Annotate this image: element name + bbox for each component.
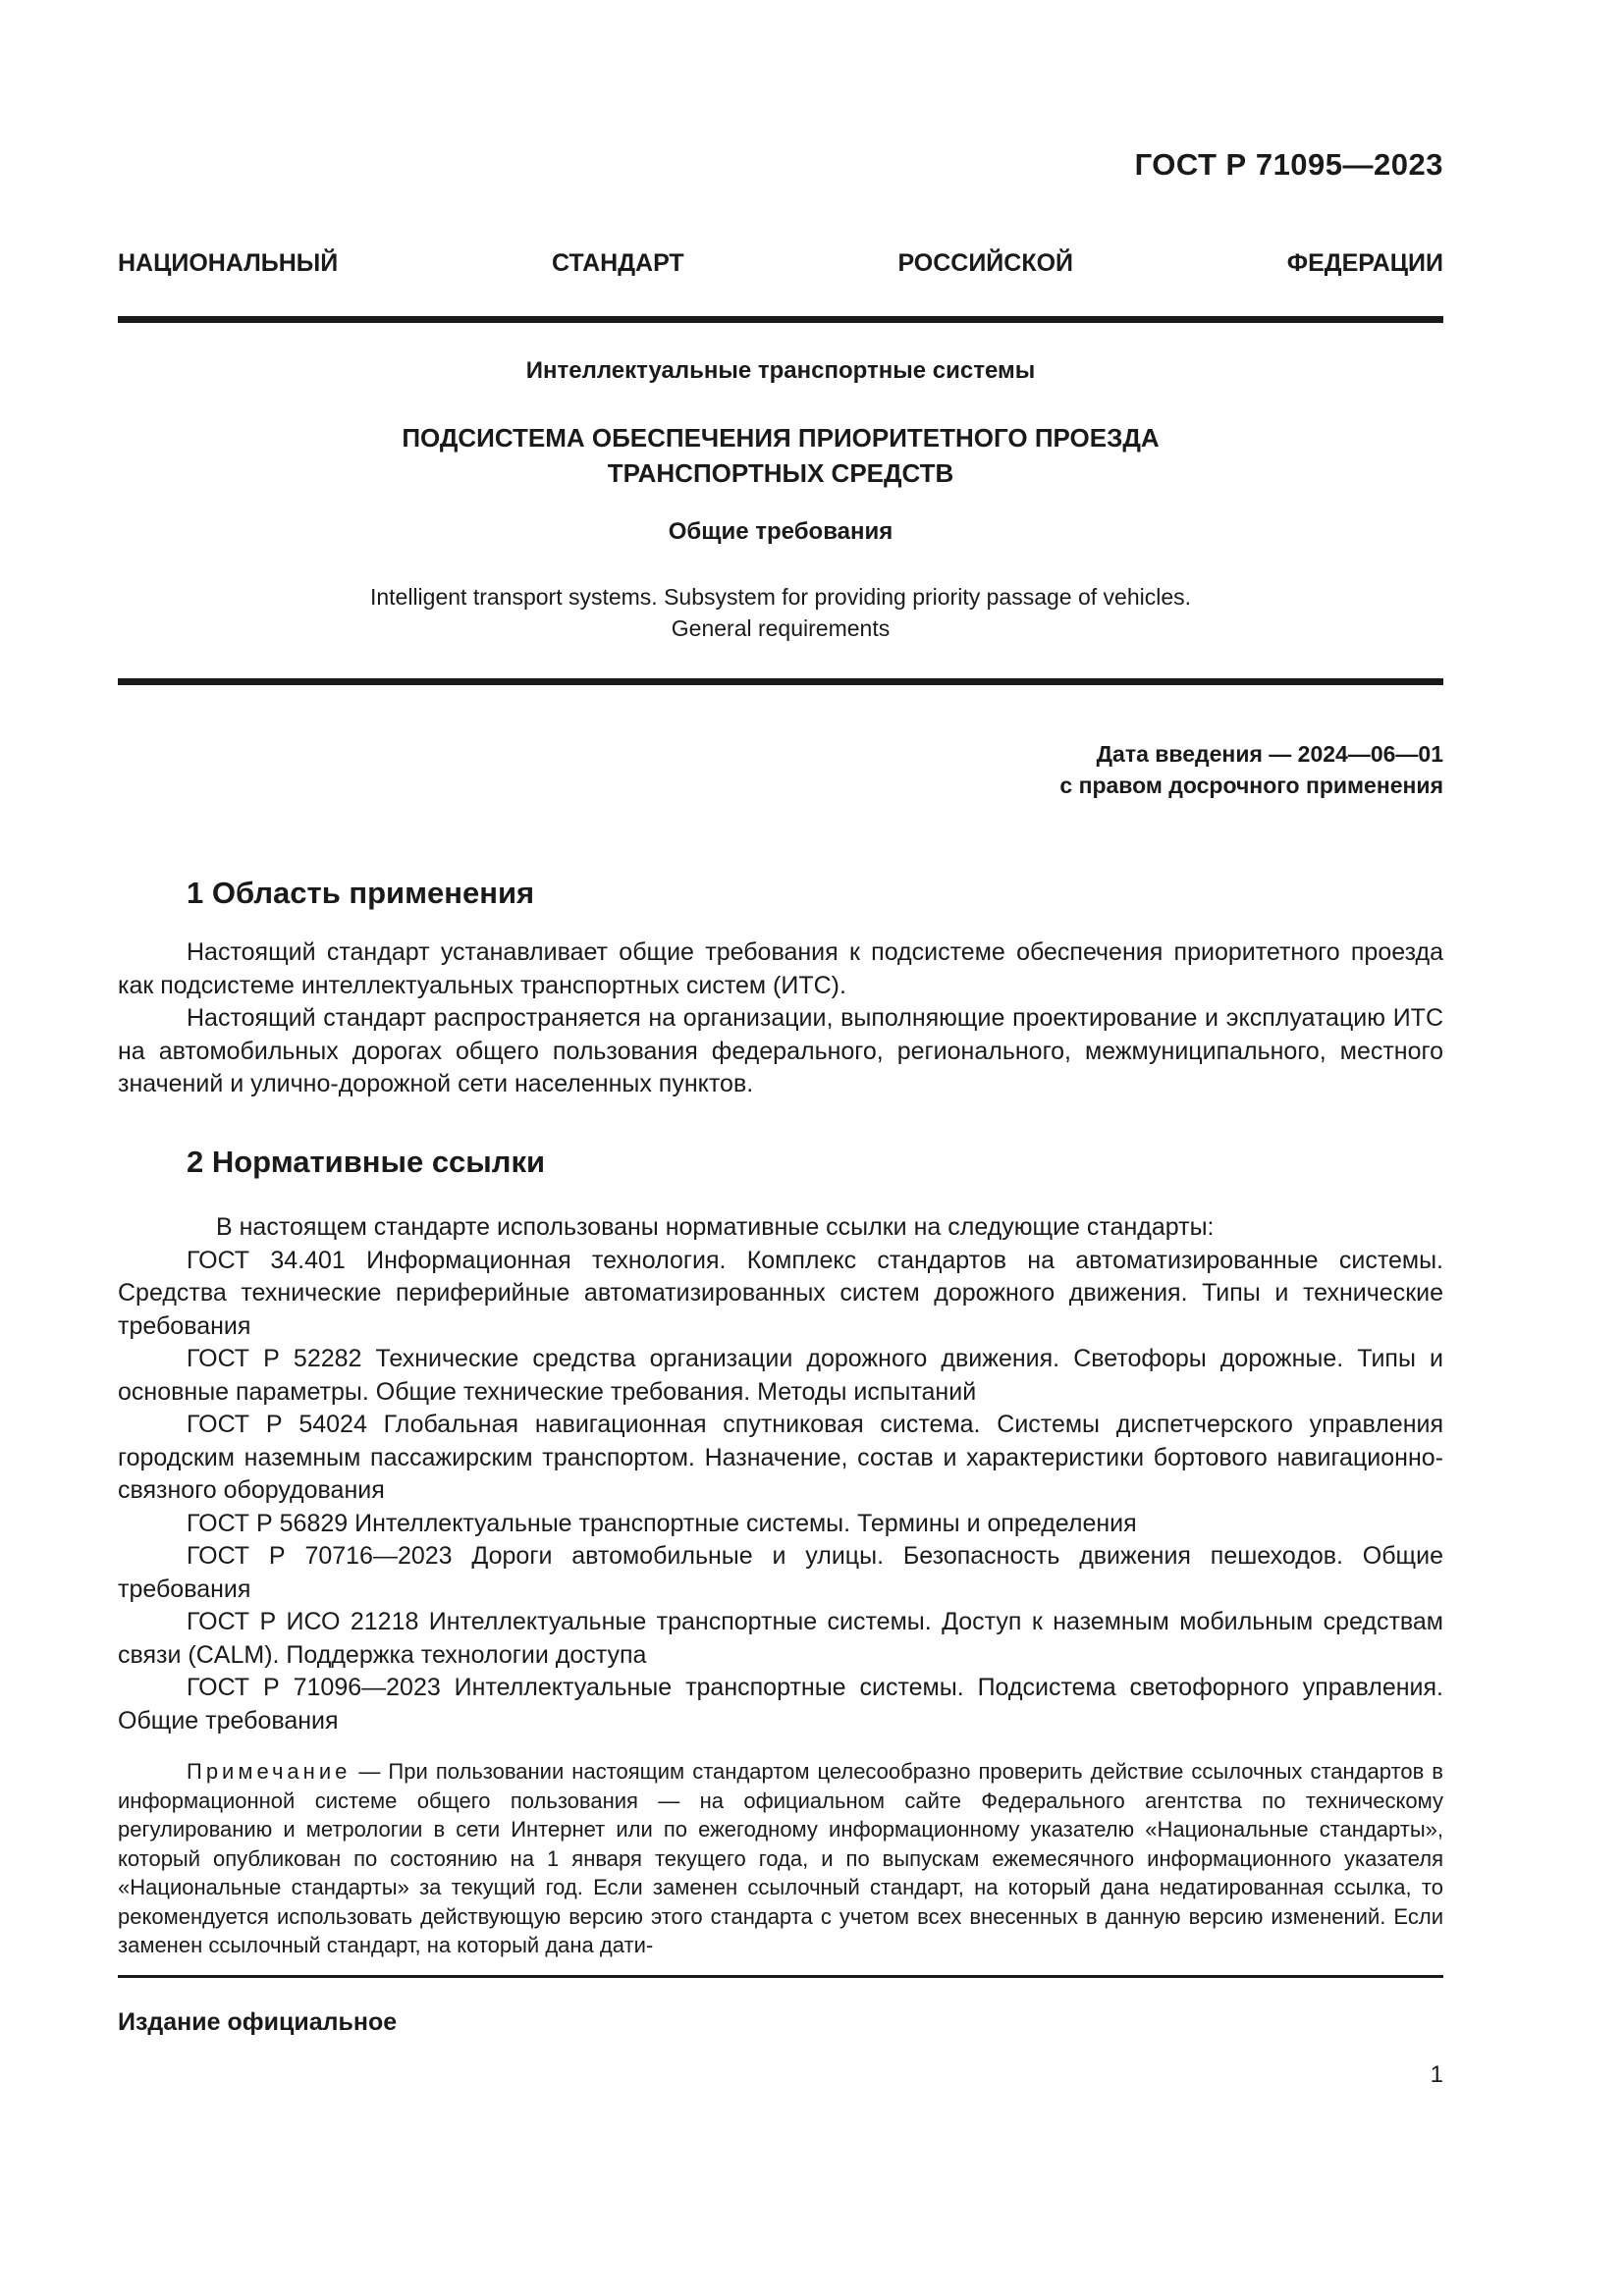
standard-title (118, 420, 1443, 491)
standard-designation: ГОСТ Р 71095—2023 (1134, 147, 1443, 182)
section-1-paragraph: Настоящий стандарт устанавливает общие требования к подсистеме обеспечения приоритетного проезда как подсистеме интеллектуальных транспортных систем (ИТС). (118, 938, 1443, 999)
official-edition-label: Издание официальное (118, 2008, 398, 2036)
section-2-lead: В настоящем стандарте использованы нормативные ссылки на следующие стандарты: (216, 1213, 1215, 1241)
section-1-paragraph: Настоящий стандарт распространяется на организации, выполняющие проектирование и эксплуатацию ИТС на автомобильных дорогах общего пользования федерального, регионального, межмуниципального, местного значений и улично-дорожной сети населенных пунктов. (118, 1004, 1443, 1097)
standard-subject: Интеллектуальные транспортные системы (525, 357, 1036, 384)
title-divider (118, 678, 1443, 685)
normative-reference: ГОСТ Р ИСО 21218 Интеллектуальные транспортные системы. Доступ к наземным мобильным средствам связи (CALM). Поддержка технологии доступа (118, 1608, 1443, 1669)
introduction-date: Дата введения — 2024—06—01 (1096, 741, 1443, 767)
normative-reference: ГОСТ Р 54024 Глобальная навигационная спутниковая система. Системы диспетчерского управления городским наземным пассажирским транспортом. Назначение, состав и характеристики бортового навигационно-связного оборудования (118, 1411, 1443, 1504)
page-number: 1 (1430, 2061, 1443, 2088)
english-title-line-1: Intelligent transport systems. Subsystem for providing priority passage of vehicles. (369, 584, 1192, 610)
english-title (118, 581, 1443, 644)
top-divider (118, 316, 1443, 323)
footer-divider (118, 1975, 1443, 1978)
note-text: — При пользовании настоящим стандартом целесообразно проверить действие ссылочных стандартов в информационной системе общего пользования — на официальном сайте Федерального агентства по техническому регулированию и метрологии в сети Интернет или по ежегодному информационному указателю «Национальные стандарты», который опубликован по состоянию на 1 января текущего года, и по выпускам ежемесячного информационного указателя «Национальные стандарты» за текущий год. Если заменен ссылочный стандарт, на который дана недатированная ссылка, то рекомендуется использовать действующую версию этого стандарта с учетом всех внесенных в данную версию изменений. Если заменен ссылочный стандарт, на который дана дати- (118, 1759, 1443, 1957)
note-label: Примечание (187, 1759, 352, 1784)
normative-reference: ГОСТ Р 71096—2023 Интеллектуальные транспортные системы. Подсистема светофорного управления. Общие требования (118, 1674, 1443, 1735)
section-2-body (118, 1211, 1443, 1737)
section-1-body (118, 936, 1443, 1101)
section-1-heading: 1 Область применения (187, 876, 535, 910)
early-application-note: с правом досрочного применения (1059, 773, 1443, 798)
standard-title-line-2: ТРАНСПОРТНЫХ СРЕДСТВ (607, 458, 954, 488)
english-title-line-2: General requirements (671, 615, 891, 641)
normative-reference: ГОСТ Р 52282 Технические средства организации дорожного движения. Светофоры дорожные. Типы и основные параметры. Общие технические требования. Методы испытаний (118, 1345, 1443, 1406)
note-block (118, 1757, 1443, 1960)
normative-reference: ГОСТ 34.401 Информационная технология. Комплекс стандартов на автоматизированные системы. Средства технические периферийные автоматизированных систем дорожного движения. Типы и технические требования (118, 1246, 1443, 1340)
standard-title-line-1: ПОДСИСТЕМА ОБЕСПЕЧЕНИЯ ПРИОРИТЕТНОГО ПРОЕЗДА (402, 423, 1160, 453)
normative-reference: ГОСТ Р 70716—2023 Дороги автомобильные и улицы. Безопасность движения пешеходов. Общие требования (118, 1542, 1443, 1603)
note-paragraph (118, 1757, 1443, 1960)
national-standard-header: НАЦИОНАЛЬНЫЙ СТАНДАРТ РОССИЙСКОЙ ФЕДЕРАЦИИ (118, 249, 1443, 277)
section-2-heading: 2 Нормативные ссылки (187, 1145, 546, 1179)
normative-reference: ГОСТ Р 56829 Интеллектуальные транспортные системы. Термины и определения (187, 1509, 1137, 1537)
introduction-date-block (1059, 738, 1443, 801)
standard-subtitle: Общие требования (668, 518, 893, 545)
